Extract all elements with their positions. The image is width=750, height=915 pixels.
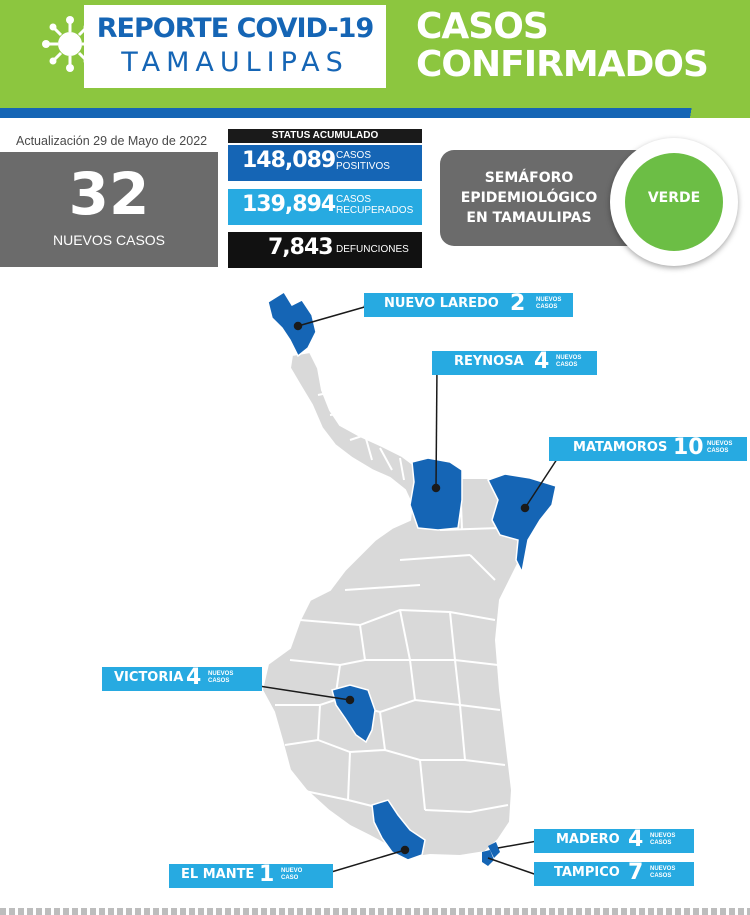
update-date: Actualización 29 de Mayo de 2022 (16, 134, 208, 148)
label-sub-1: NUEVOS (707, 441, 733, 447)
label-sub-2: CASOS (650, 873, 672, 879)
label-sub (536, 297, 561, 311)
semaforo-line1: SEMÁFORO (484, 170, 574, 186)
label-reynosa (432, 351, 597, 375)
label-name: MATAMOROS (573, 440, 668, 455)
label-cases: 7 (628, 860, 644, 885)
label-sub (650, 833, 675, 847)
status-value: 7,843 (268, 235, 333, 260)
label-sub-2: CASO (281, 875, 299, 881)
label-nuevo-laredo (364, 293, 573, 317)
status-heading: STATUS ACUMULADO (228, 129, 422, 143)
label-cases: 4 (628, 827, 644, 852)
label-sub-1: NUEVO (281, 868, 303, 874)
status-label-line1: CASOS (336, 194, 372, 205)
status-label-line2: POSITIVOS (336, 161, 390, 172)
label-sub-2: CASOS (536, 304, 558, 310)
label-el-mante (169, 864, 333, 888)
label-sub (208, 671, 233, 685)
label-cases: 10 (673, 435, 704, 460)
report-title: REPORTE COVID-19 (96, 13, 374, 44)
label-cases: 4 (534, 349, 550, 374)
label-sub (650, 866, 675, 880)
state-outline (262, 352, 556, 858)
label-cases: 2 (510, 291, 526, 316)
label-sub-1: NUEVOS (536, 297, 562, 303)
semaforo-line2: EPIDEMIOLÓGICO (460, 190, 598, 206)
section-title-line2: CONFIRMADOS (416, 44, 708, 85)
label-sub-1: NUEVOS (650, 866, 676, 872)
status-label-line2: RECUPERADOS (336, 205, 414, 216)
label-madero (534, 829, 694, 853)
label-matamoros (549, 437, 747, 461)
label-name: NUEVO LAREDO (384, 296, 499, 311)
semaforo-status: VERDE (647, 190, 701, 206)
label-sub-2: CASOS (556, 362, 578, 368)
label-name: REYNOSA (454, 354, 524, 369)
label-sub-2: CASOS (208, 678, 230, 684)
status-label-line1: CASOS (336, 150, 372, 161)
label-sub-2: CASOS (707, 448, 729, 454)
status-label-line1: DEFUNCIONES (336, 244, 409, 255)
label-cases: 1 (259, 862, 275, 887)
footer-divider (0, 908, 750, 915)
new-cases-label: NUEVOS CASOS (52, 232, 166, 248)
label-sub-1: NUEVOS (650, 833, 676, 839)
label-tampico (534, 862, 694, 886)
label-victoria (102, 667, 262, 691)
label-name: MADERO (556, 832, 620, 847)
label-name: EL MANTE (181, 867, 255, 882)
label-name: TAMPICO (554, 865, 620, 880)
label-name: VICTORIA (114, 670, 184, 685)
label-sub (556, 355, 581, 369)
section-title-line1: CASOS (416, 6, 548, 47)
report-state: TAMAULIPAS (121, 47, 349, 78)
label-sub (281, 868, 302, 882)
label-cases: 4 (186, 665, 202, 690)
label-sub-2: CASOS (650, 840, 672, 846)
semaforo-line3: EN TAMAULIPAS (466, 210, 592, 226)
new-cases-count: 32 (68, 160, 150, 228)
label-sub (707, 441, 732, 455)
municipality-nuevo-laredo (268, 292, 316, 356)
status-value: 148,089 (242, 148, 336, 173)
status-value: 139,894 (242, 192, 336, 217)
label-sub-1: NUEVOS (556, 355, 582, 361)
label-sub-1: NUEVOS (208, 671, 234, 677)
